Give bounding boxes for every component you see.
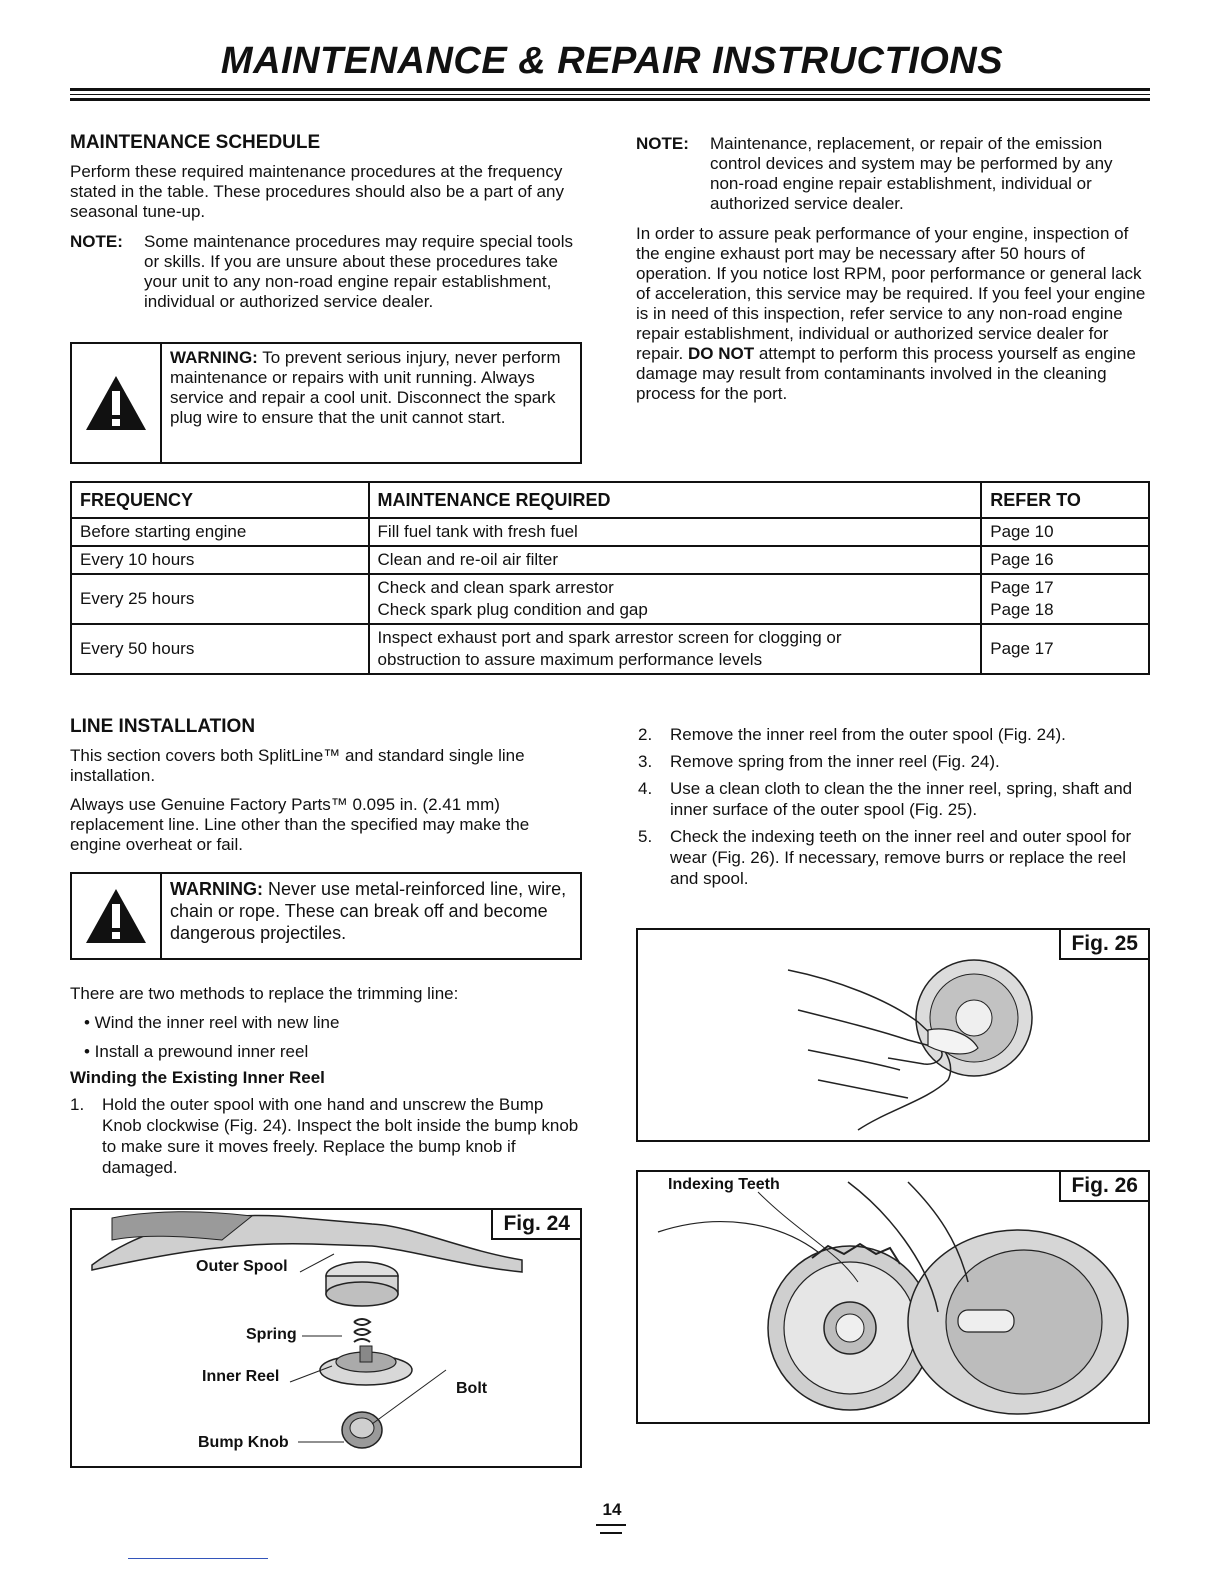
winding-subheading: Winding the Existing Inner Reel (70, 1068, 325, 1087)
table-header-maintenance: MAINTENANCE REQUIRED (369, 482, 982, 518)
methods-list (84, 1008, 582, 1066)
steps-right (638, 724, 1148, 895)
maintenance-schedule-heading: MAINTENANCE SCHEDULE (70, 132, 321, 153)
figure-26 (636, 1170, 1150, 1424)
frequency-cell: Every 50 hours (71, 624, 369, 674)
list-item (638, 778, 1148, 820)
line-installation-heading: LINE INSTALLATION (70, 716, 256, 737)
maintenance-table (70, 481, 1150, 675)
task-cell: Clean and re-oil air filter (369, 546, 982, 574)
list-item (70, 1094, 582, 1178)
schedule-intro: Perform these required maintenance procedures at the frequency stated in the table. These procedures should also be a part of any seasonal tune-up. (70, 162, 564, 221)
warning-triangle-icon (72, 874, 162, 958)
emission-do-not: DO NOT (687, 344, 755, 363)
line-methods-section (70, 984, 582, 1184)
ref-cell (981, 574, 1149, 624)
callout-bump-knob: Bump Knob (198, 1434, 289, 1451)
schedule-note (70, 232, 582, 312)
footer-link-line (128, 1558, 268, 1559)
line-warning-text: Never use metal-reinforced line, wire, chain or rope. These can break off and become dangerous projectiles. (170, 879, 567, 943)
step-number: 5. (638, 827, 653, 846)
callout-indexing-teeth: Indexing Teeth (668, 1176, 780, 1193)
line-parts-text: Always use Genuine Factory Parts™ 0.095 in. (2.41 mm) replacement line. Line other than the specified may make the engine overheat or fail. (70, 795, 530, 854)
line-warning-label: WARNING: (170, 879, 263, 899)
list-item: • Wind the inner reel with new line (84, 1013, 340, 1032)
figure-25 (636, 928, 1150, 1142)
page-number-underline (600, 1532, 622, 1534)
task-line: Check and clean spark arrestor (377, 578, 614, 597)
step-number: 2. (638, 725, 653, 744)
warning-text-block (162, 344, 580, 462)
list-item (638, 826, 1148, 889)
table-header-frequency: FREQUENCY (71, 482, 369, 518)
fig25-label: Fig. 25 (1059, 930, 1148, 960)
ref-cell: Page 16 (981, 546, 1149, 574)
task-cell (369, 624, 982, 674)
step-number: 3. (638, 752, 653, 771)
emission-para-after: attempt to perform this process yourself as engine damage may result from contaminants involved in the cleaning process for the port. (636, 344, 1136, 403)
emission-note-text: Maintenance, replacement, or repair of the emission control devices and system may be performed by any non-road engine repair establishment, individual or authorized service dealer. (710, 134, 1113, 213)
trimmer-head-exploded-illustration (72, 1210, 580, 1466)
task-cell (369, 574, 982, 624)
cleaning-spool-illustration (638, 930, 1148, 1140)
step-text: Hold the outer spool with one hand and unscrew the Bump Knob clockwise (Fig. 24). Inspect the bolt inside the bump knob to make sure it moves freely. Replace the bump knob if damaged. (102, 1095, 579, 1177)
list-item (638, 751, 1148, 772)
task-line: Check spark plug condition and gap (377, 600, 648, 619)
table-header-row (71, 482, 1149, 518)
fig24-label: Fig. 24 (491, 1210, 580, 1240)
step-number: 1. (70, 1095, 85, 1114)
ref-cell: Page 10 (981, 518, 1149, 546)
page-number: 14 (602, 1500, 622, 1519)
table-row (71, 546, 1149, 574)
steps-left (70, 1094, 582, 1178)
line-warning-text-block (162, 874, 580, 958)
task-line: obstruction to assure maximum performance levels (377, 650, 763, 669)
frequency-cell: Before starting engine (71, 518, 369, 546)
emission-section (636, 134, 1148, 404)
step-text: Remove the inner reel from the outer spool (Fig. 24). (670, 725, 1066, 744)
fig26-label: Fig. 26 (1059, 1172, 1148, 1202)
callout-spring: Spring (246, 1326, 297, 1343)
line-warning-box (70, 872, 582, 960)
warning-text: To prevent serious injury, never perform maintenance or repairs with unit running. Always service and repair a cool unit. Disconnect the spark plug wire to ensure that the unit cannot start. (170, 348, 561, 427)
emission-note (636, 134, 1148, 214)
ref-line: Page 17 (990, 578, 1054, 597)
warning-label: WARNING: (170, 348, 258, 367)
table-header-refer-to: REFER TO (981, 482, 1149, 518)
figure-24 (70, 1208, 582, 1468)
warning-triangle-icon (72, 344, 162, 462)
step-text: Use a clean cloth to clean the the inner reel, spring, shaft and inner surface of the outer spool (Fig. 25). (670, 779, 1133, 819)
ref-line: Page 18 (990, 600, 1054, 619)
header-rule-mid (70, 94, 1150, 95)
task-line: Inspect exhaust port and spark arrestor screen for clogging or (377, 628, 842, 647)
callout-outer-spool: Outer Spool (196, 1258, 288, 1275)
indexing-teeth-illustration (638, 1172, 1148, 1422)
table-row (71, 624, 1149, 674)
line-installation-section (70, 716, 582, 855)
frequency-cell: Every 10 hours (71, 546, 369, 574)
emission-paragraph (636, 224, 1148, 404)
note-text: Some maintenance procedures may require special tools or skills. If you are unsure about these procedures take your unit to any non-road engine repair establishment, individual or authorized service dealer. (144, 232, 574, 311)
schedule-warning-box (70, 342, 582, 464)
task-cell: Fill fuel tank with fresh fuel (369, 518, 982, 546)
step-text: Check the indexing teeth on the inner reel and outer spool for wear (Fig. 26). If necessary, remove burrs or replace the reel and spool. (670, 827, 1132, 888)
table-row (71, 518, 1149, 546)
page-title: MAINTENANCE & REPAIR INSTRUCTIONS (220, 40, 1004, 82)
methods-intro: There are two methods to replace the trimming line: (70, 984, 459, 1003)
emission-note-label: NOTE: (636, 134, 689, 153)
note-label: NOTE: (70, 232, 123, 251)
table-row (71, 574, 1149, 624)
callout-bolt: Bolt (456, 1380, 488, 1397)
page-number-underline (596, 1524, 626, 1526)
list-item: • Install a prewound inner reel (84, 1042, 309, 1061)
list-item (638, 724, 1148, 745)
step-number: 4. (638, 779, 653, 798)
header-rule-top (70, 88, 1150, 91)
callout-inner-reel: Inner Reel (202, 1368, 280, 1385)
header-rule-bottom (70, 98, 1150, 101)
line-intro: This section covers both SplitLine™ and standard single line installation. (70, 746, 525, 785)
ref-cell: Page 17 (981, 624, 1149, 674)
emission-para-before: In order to assure peak performance of your engine, inspection of the engine exhaust port may be necessary after 50 hours of operation. If you notice lost RPM, poor performance or general lack of acceleration, this service may be required. If you feel your engine is in need of this inspection, refer service to any non-road engine repair establishment, individual or authorized service dealer for repair. (636, 224, 1146, 363)
step-text: Remove spring from the inner reel (Fig. 24). (670, 752, 1000, 771)
maintenance-schedule-section (70, 132, 582, 312)
frequency-cell: Every 25 hours (71, 574, 369, 624)
